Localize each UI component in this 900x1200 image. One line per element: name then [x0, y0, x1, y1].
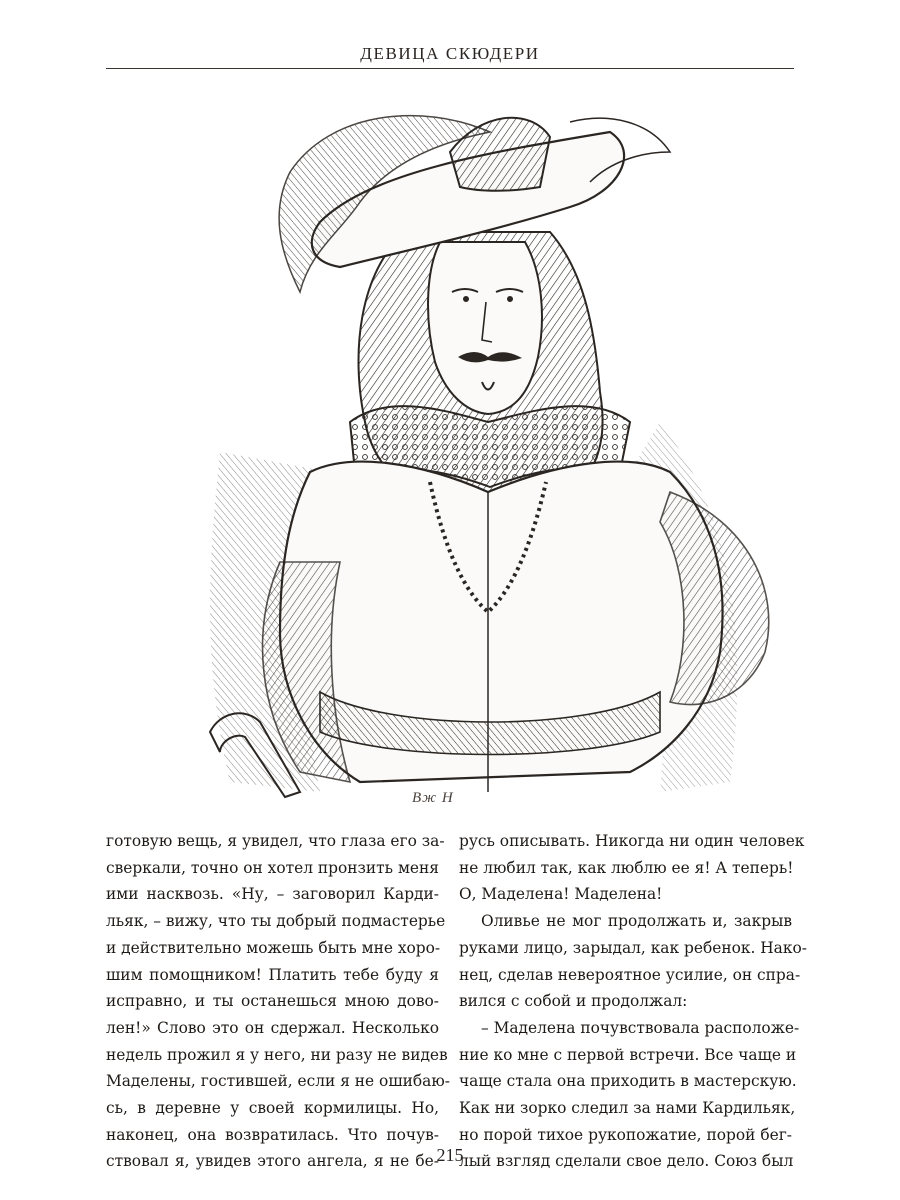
- text-line: Как ни зорко следил за нами Кардильяк,: [459, 1099, 796, 1118]
- text-line: вился с собой и продолжал:: [459, 992, 688, 1011]
- text-line: руками лицо, зарыдал, как ребенок. Нако-: [459, 938, 807, 957]
- text-line: лен!» Слово это он сдержал. Несколько: [106, 1018, 439, 1037]
- text-line: льяк, – вижу, что ты добрый подмастерье: [106, 912, 446, 931]
- text-line: ими насквозь. «Ну, – заговорил Карди-: [106, 885, 439, 904]
- text-line: сь, в деревне у своей кормилицы. Но,: [106, 1099, 439, 1118]
- text-line: чаще стала она приходить в мастерскую.: [459, 1072, 797, 1091]
- text-line: лый взгляд сделали свое дело. Союз был: [459, 1152, 794, 1171]
- text-line: исправно, и ты останешься мною дово-: [106, 992, 439, 1011]
- text-line: нец, сделав невероятное усилие, он спра-: [459, 965, 801, 984]
- engraving-man-in-feathered-hat-icon: [190, 92, 790, 812]
- text-line: готовую вещь, я увидел, что глаза его за-: [106, 832, 445, 850]
- text-line: Оливье не мог продолжать и, закрыв: [481, 912, 792, 931]
- text-line: не любил так, как люблю ее я! А теперь!: [459, 858, 794, 877]
- text-line: ствовал я, увидев этого ангела, я не бе-: [106, 1152, 439, 1171]
- text-line: но порой тихое рукопожатие, порой бег-: [459, 1125, 792, 1144]
- text-line: О, Маделена! Маделена!: [459, 885, 663, 904]
- text-line: Маделены, гостившей, если я не ошибаю-: [106, 1072, 450, 1091]
- text-line: недель прожил я у него, ни разу не видев: [106, 1045, 448, 1064]
- text-line: и действительно можешь быть мне хоро-: [106, 938, 441, 957]
- text-line: шим помощником! Платить тебе буду я: [106, 965, 439, 984]
- text-line: – Маделена почувствовала расположе-: [481, 1018, 800, 1037]
- text-line: сверкали, точно он хотел пронзить меня: [106, 858, 440, 877]
- header-rule: [106, 68, 794, 69]
- text-column-right: [459, 828, 807, 1175]
- running-head: ДЕВИЦА СКЮДЕРИ: [360, 44, 540, 63]
- text-line: русь описывать. Никогда ни один человек: [459, 832, 805, 850]
- page-number: 215: [436, 1145, 464, 1165]
- text-line: ние ко мне с первой встречи. Все чаще и: [459, 1045, 797, 1064]
- text-line: наконец, она возвратилась. Что почув-: [106, 1125, 439, 1144]
- illustration: [190, 92, 790, 812]
- illustration-signature: Вж Н: [412, 790, 454, 806]
